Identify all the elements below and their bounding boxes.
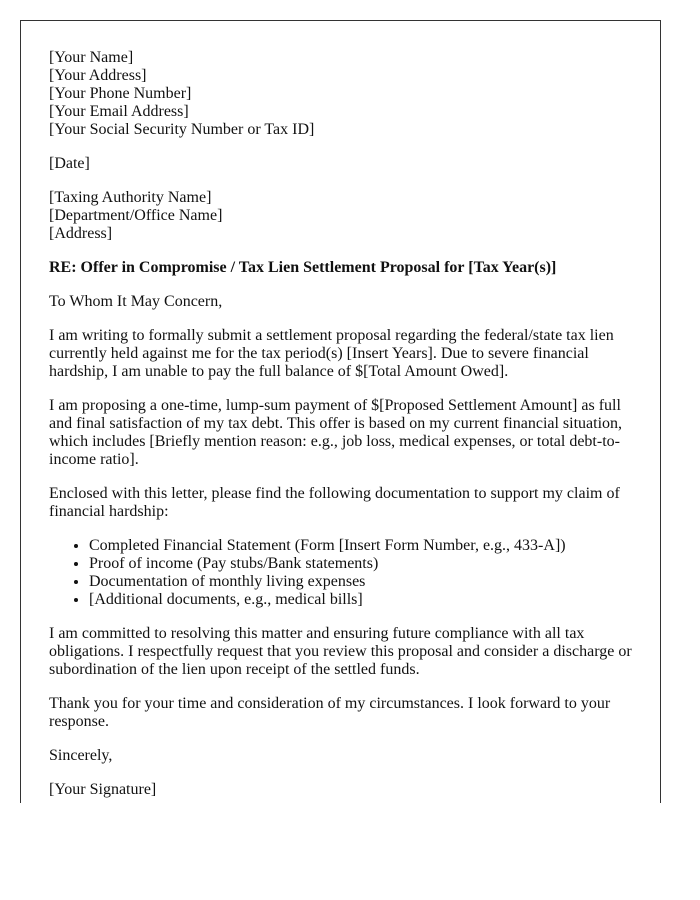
salutation: To Whom It May Concern, <box>49 293 223 310</box>
body-paragraph: Thank you for your time and consideration of my circumstances. I look forward to your response. <box>49 695 611 730</box>
list-item: • Proof of income (Pay stubs/Bank statements) <box>89 555 632 573</box>
signature: [Your Signature] <box>49 781 157 798</box>
sender-tax-id: [Your Social Security Number or Tax ID] <box>49 121 315 138</box>
list-item: • [Additional documents, e.g., medical bills] <box>89 591 632 609</box>
body-paragraph: I am committed to resolving this matter and ensuring future compliance with all tax obligations. I respectfully request that you review this proposal and consider a discharge or subordination of the lien upon receipt of the settled funds. <box>49 625 632 678</box>
letter-page <box>20 20 661 803</box>
recipient-address: [Address] <box>49 225 113 242</box>
sender-address: [Your Address] <box>49 67 147 84</box>
list-item: • Documentation of monthly living expenses <box>89 573 632 591</box>
sender-name: [Your Name] <box>49 49 134 66</box>
list-item: • Completed Financial Statement (Form [Insert Form Number, e.g., 433-A]) <box>89 537 632 555</box>
sender-phone: [Your Phone Number] <box>49 85 192 102</box>
closing: Sincerely, <box>49 747 113 764</box>
enclosure-list <box>49 537 632 609</box>
body-paragraph: I am writing to formally submit a settlement proposal regarding the federal/state tax lien currently held against me for the tax period(s) [Insert Years]. Due to severe financial hardship, I am unable to pay the full balance of $[Total Amount Owed]. <box>49 327 614 380</box>
subject-line: RE: Offer in Compromise / Tax Lien Settlement Proposal for [Tax Year(s)] <box>49 259 557 276</box>
body-paragraph: Enclosed with this letter, please find the following documentation to support my claim of financial hardship: <box>49 485 620 520</box>
sender-email: [Your Email Address] <box>49 103 189 120</box>
recipient-department: [Department/Office Name] <box>49 207 223 224</box>
body-paragraph: I am proposing a one-time, lump-sum payment of $[Proposed Settlement Amount] as full and final satisfaction of my tax debt. This offer is based on my current financial situation, which includes [Briefly mention reason: e.g., job loss, medical expenses, or total debt-to-income ratio]. <box>49 397 623 468</box>
recipient-authority: [Taxing Authority Name] <box>49 189 212 206</box>
date: [Date] <box>49 155 90 172</box>
